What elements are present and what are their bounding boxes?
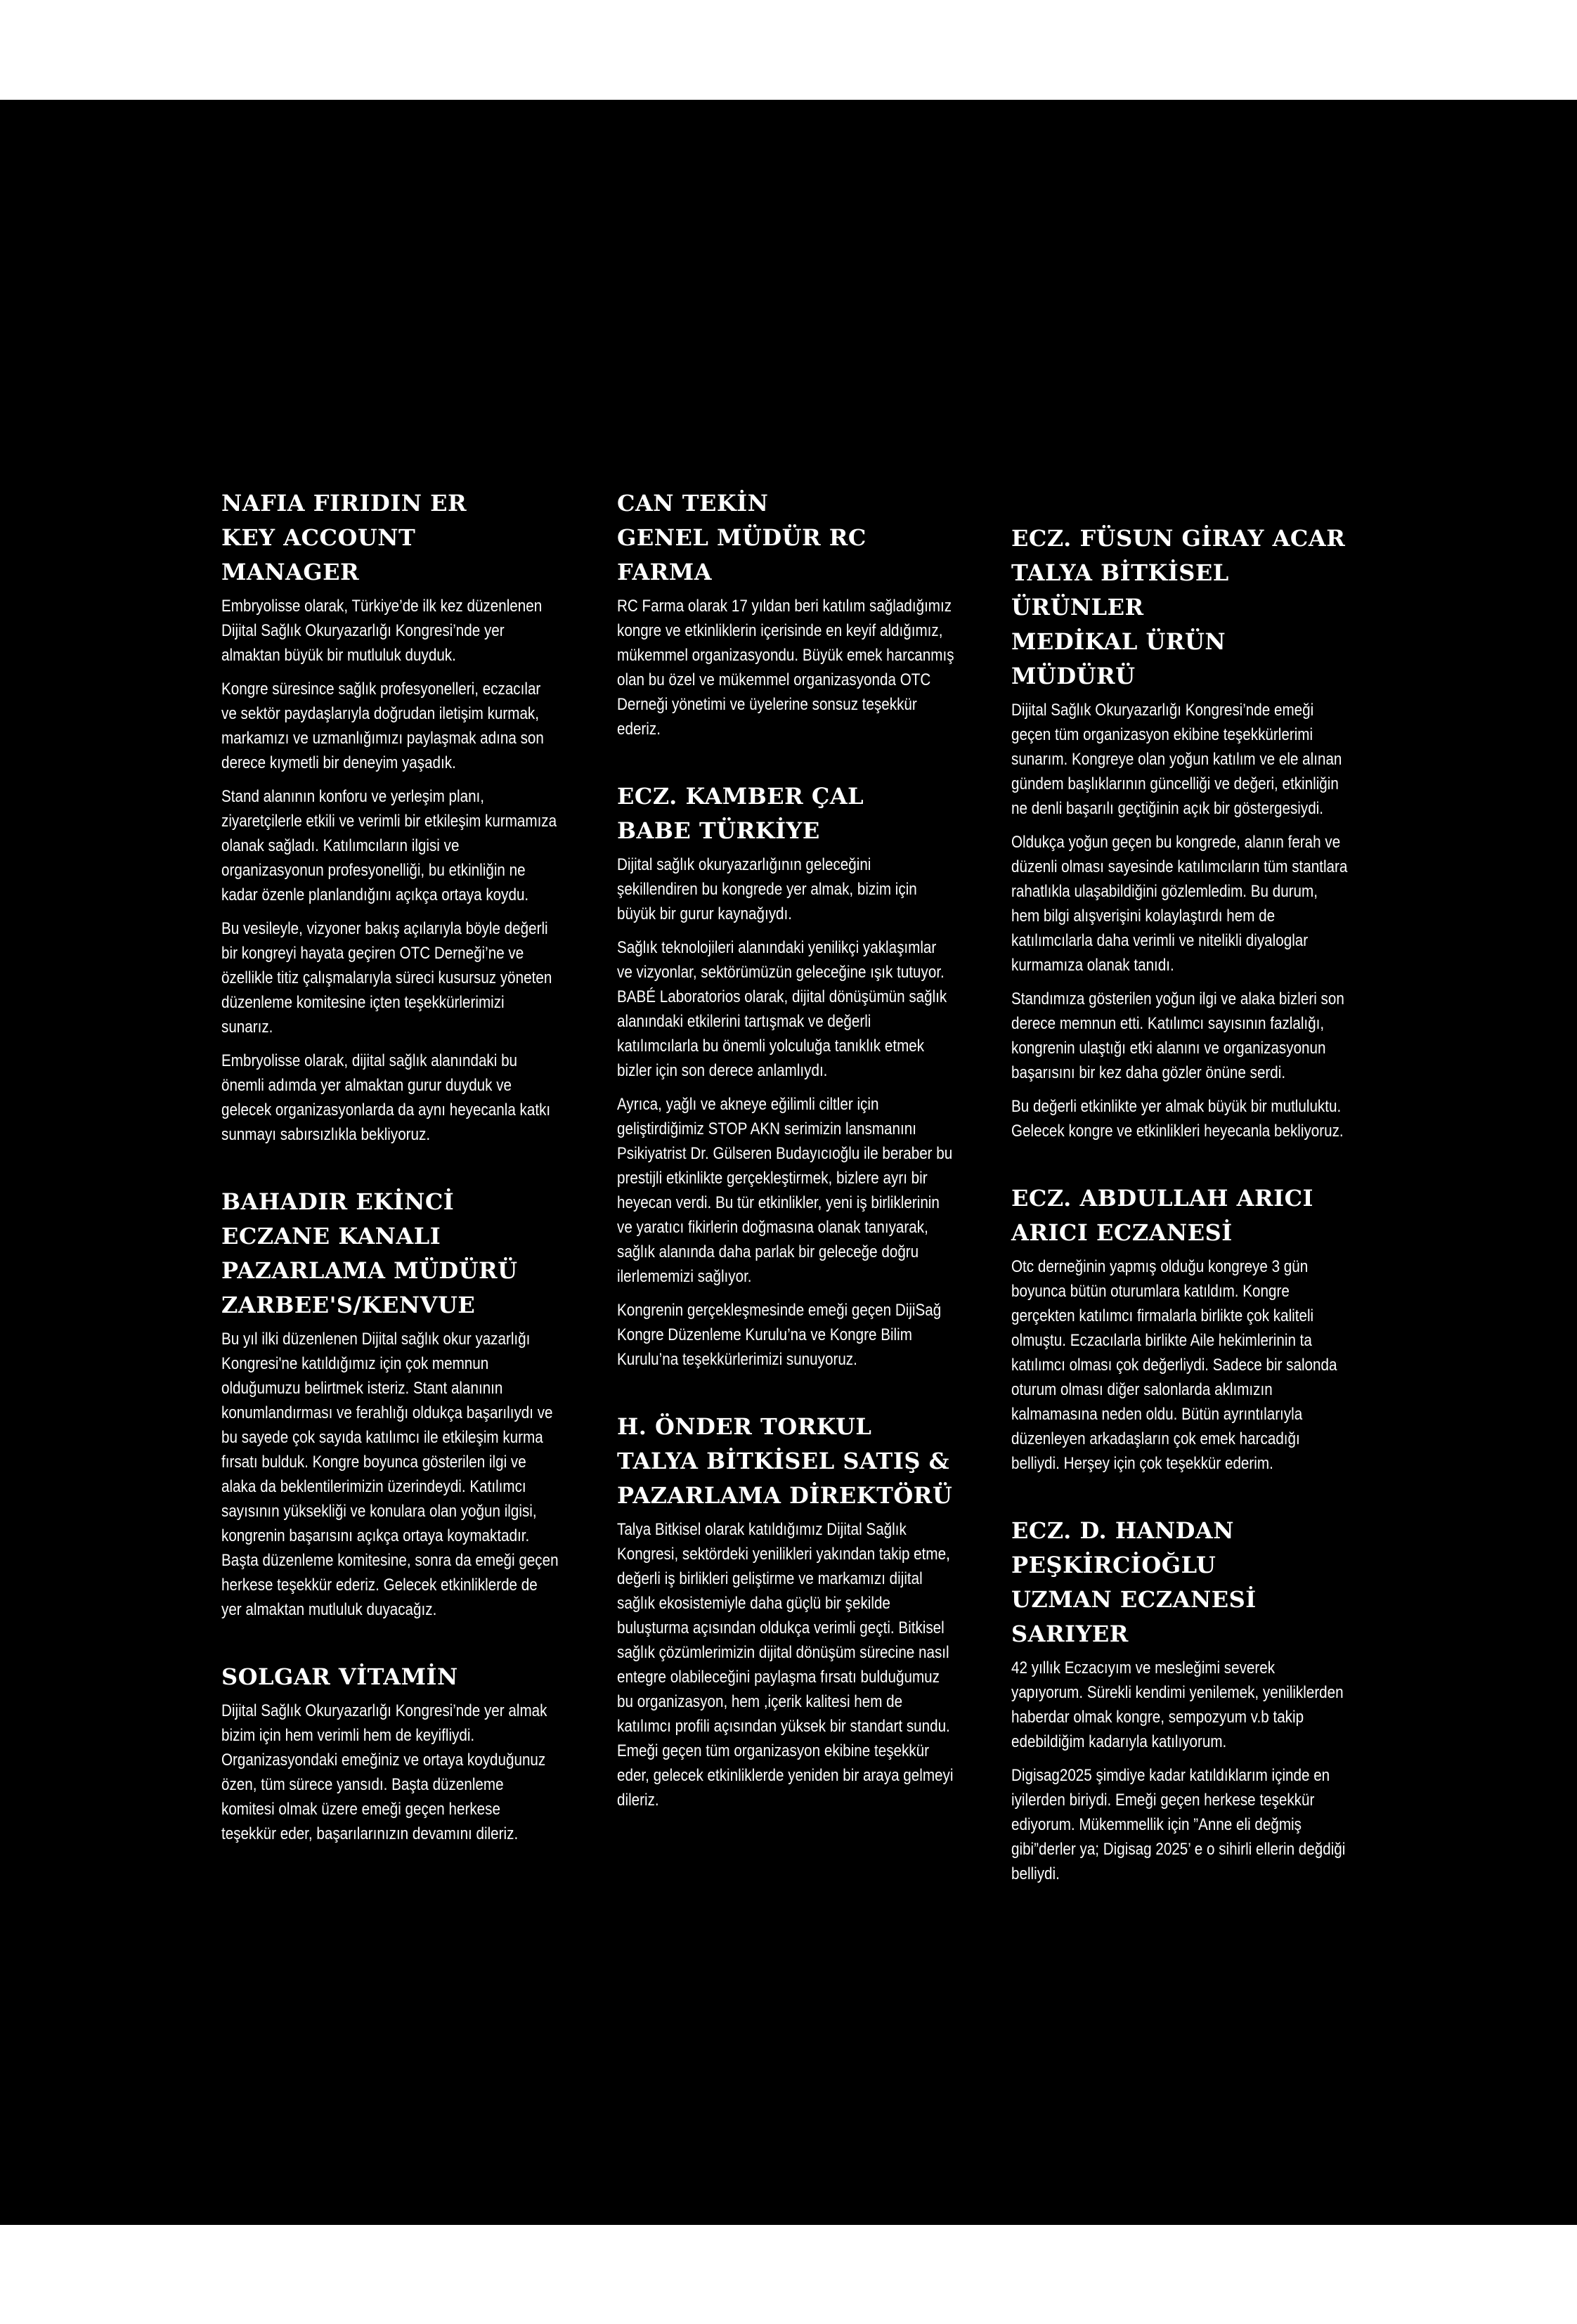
heading-line: PAZARLAMA MÜDÜRÜ [221,1257,518,1284]
testimonial-paragraph: Bu değerli etkinlikte yer almak büyük bir mutluluktu. Gelecek kongre ve etkinlikleri heyecanla bekliyoruz. [1011,1097,1344,1141]
testimonial-paragraph: Embryolisse olarak, dijital sağlık alanındaki bu önemli adımda yer almaktan gurur duyduk ve gelecek organizasyonlarda da aynı heyecanla katkı sunmayı sabırsızlıkla bekliyoruz. [221,1051,551,1144]
heading-line: BABE TÜRKİYE [617,817,820,844]
testimonial-block [617,1410,954,1812]
testimonial-block [221,1185,559,1622]
testimonial-block [617,779,954,1372]
heading-line: UZMAN ECZANESİ [1011,1586,1257,1613]
heading-line: NAFIA FIRIDIN ER [221,490,467,517]
testimonial-paragraph: Bu yıl ilki düzenlenen Dijital sağlık okur yazarlığı Kongresi'ne katıldığımız için çok memnun olduğumuzu belirtmek isteriz. Stant alanının konumlandırması ve ferahlığı oldukça başarılıydı ve bu sayede çok sayıda katılımcı ile etkileşim kurma fırsatı bulduk. Kongre boyunca gösterilen ilgi ve alaka da beklentilerimizin üzerindeydi. Katılımcı sayısının yüksekliği ve konulara olan yoğun ilgisi, kongrenin başarısını açıkça ortaya koymaktadır. Başta düzenleme komitesine, sonra da emeği geçen herkese teşekkür ederiz. Gelecek etkinliklerde de yer almaktan mutluluk duyacağız. [221,1330,559,1619]
testimonial-paragraph: Bu vesileyle, vizyoner bakış açılarıyla böyle değerli bir kongreyi hayata geçiren OTC Derneği’ne ve özellikle titiz çalışmalarıyla süreci kusursuz yöneten düzenleme komitesine içten teşekkürlerimizi sunarız. [221,919,552,1037]
testimonial-paragraph: Stand alanının konforu ve yerleşim planı, ziyaretçilerle etkili ve verimli bir etkileşim kurmamıza olanak sağladı. Katılımcıların ilgisi ve organizasyonun profesyonelliği, bu etkinliğin ne kadar özenle planlandığını açıkça ortaya koydu. [221,787,557,904]
testimonial-heading [617,1410,954,1513]
testimonial-paragraph: Kongre süresince sağlık profesyonelleri, eczacılar ve sektör paydaşlarıyla doğrudan iletişim kurmak, markamızı ve uzmanlığımızı paylaşmak adına son derece kıymetli bir deneyim yaşadık. [221,680,544,772]
page-background [0,100,1577,2225]
testimonial-block [1011,521,1349,1143]
heading-line: TALYA BİTKİSEL SATIŞ & [617,1448,949,1474]
heading-line: MEDİKAL ÜRÜN MÜDÜRÜ [1011,628,1226,689]
heading-line: ECZ. KAMBER ÇAL [617,783,864,810]
testimonial-block [1011,1514,1349,1886]
heading-line: GENEL MÜDÜR RC [617,524,867,551]
heading-line: SOLGAR VİTAMİN [221,1663,458,1690]
testimonial-paragraph: 42 yıllık Eczacıyım ve mesleğimi severek yapıyorum. Sürekli kendimi yenilemek, yeniliklerden haberdar olmak kongre, sempozyum v.b takip edebildiğim kadarıyla katılıyorum. [1011,1658,1344,1751]
testimonial-block [1011,1181,1349,1476]
testimonial-paragraph: Oldukça yoğun geçen bu kongrede, alanın ferah ve düzenli olması sayesinde katılımcıların tüm stantlara rahatlıkla ulaşabildiğini gözlemledim. Bu durum, hem bilgi alışverişini kolaylaştırdı hem de katılımcılarla daha verimli ve nitelikli diyaloglar kurmamıza olanak tanıdı. [1011,833,1348,975]
testimonial-heading [221,1660,559,1694]
heading-line: H. ÖNDER TORKUL [617,1413,872,1440]
testimonial-paragraph: Standımıza gösterilen yoğun ilgi ve alaka bizleri son derece memnun etti. Katılımcı sayısının fazlalığı, kongrenin ulaştığı etki alanını ve organizasyonun başarısını bir kez daha gözler önüne serdi. [1011,989,1344,1082]
testimonial-paragraph: Dijital Sağlık Okuryazarlığı Kongresi’nde emeği geçen tüm organizasyon ekibine teşekkürlerimi sunarım. Kongreye olan yoğun katılım ve ele alınan gündem başlıklarının güncelliği ve değeri, etkinliğin ne denli başarılı geçtiğinin açık bir göstergesiydi. [1011,701,1342,818]
testimonial-paragraph: Digisag2025 şimdiye kadar katıldıklarım içinde en iyilerden biriydi. Emeği geçen herkese teşekkür ediyorum. Mükemmellik için ”Anne eli değmiş gibi”derler ya; Digisag 2025’ e o sihirli ellerin değdiği belliydi. [1011,1766,1346,1883]
heading-line: PEŞKİRCİOĞLU [1011,1552,1216,1578]
column-1 [221,486,559,1884]
testimonial-heading [221,486,559,590]
column-3 [1011,521,1349,1924]
testimonial-heading [1011,1181,1349,1250]
heading-line: CAN TEKİN [617,490,769,517]
testimonial-paragraph: Otc derneğinin yapmış olduğu kongreye 3 gün boyunca bütün oturumlara katıldım. Kongre gerçekten katılımcı firmalarla birlikte çok kaliteli olmuştu. Eczacılarla birlikte Aile hekimlerinin ta katılımcı olması çok değerliydi. Sadece bir salonda oturum olması diğer salonlarda aklımızın kalmamasına neden oldu. Bütün ayrıntılarıyla düzenleyen arkadaşların çok emek harcadığı belliydi. Herşey için çok teşekkür ederim. [1011,1257,1337,1473]
testimonial-heading [1011,521,1349,694]
testimonial-block [221,486,559,1147]
testimonial-paragraph: Talya Bitkisel olarak katıldığımız Dijital Sağlık Kongresi, sektördeki yenilikleri yakından takip etme, değerli iş birlikleri geliştirme ve markamızı dijital sağlık ekosistemiyle daha güçlü bir şekilde buluşturma açısından oldukça verimli geçti. Bitkisel sağlık çözümlerimizin dijital dönüşüm sürecine nasıl entegre olabileceğini paylaşma fırsatı bulduğumuz bu organizasyon, hem ,içerik kalitesi hem de katılımcı profili açısından yüksek bir standart sundu. Emeği geçen tüm organizasyon ekibine teşekkür eder, gelecek etkinliklerde yeniden bir araya gelmeyi dileriz. [617,1520,954,1810]
testimonial-paragraph: RC Farma olarak 17 yıldan beri katılım sağladığımız kongre ve etkinliklerin içerisinde en keyif aldığımız, mükemmel organizasyondu. Büyük emek harcanmış olan bu özel ve mükemmel organizasyonda OTC Derneği yönetimi ve üyelerine sonsuz teşekkür ederiz. [617,597,954,739]
testimonial-paragraph: Kongrenin gerçekleşmesinde emeği geçen DijiSağ Kongre Düzenleme Kurulu’na ve Kongre Bilim Kurulu’na teşekkürlerimizi sunuyoruz. [617,1301,942,1369]
testimonial-heading [1011,1514,1349,1651]
testimonial-block [617,486,954,741]
heading-line: ECZ. D. HANDAN [1011,1517,1234,1544]
testimonial-paragraph: Embryolisse olarak, Türkiye’de ilk kez düzenlenen Dijital Sağlık Okuryazarlığı Kongresi’nde yer almaktan büyük bir mutluluk duyduk. [221,597,543,665]
heading-line: BAHADIR EKİNCİ [221,1188,455,1215]
column-2 [617,486,954,1850]
testimonial-paragraph: Ayrıca, yağlı ve akneye eğilimli ciltler için geliştirdiğimiz STOP AKN serimizin lansmanını Psikiyatrist Dr. Gülseren Budayıcıoğlu ile beraber bu prestijli etkinlikte gerçekleştirmek, bizlere ayrı bir heyecan verdi. Bu tür etkinlikler, yeni iş birliklerinin ve yaratıcı fikirlerin doğmasına olanak tanıyarak, sağlık alanında daha parlak bir geleceğe doğru ilerlememizi sağlıyor. [617,1095,953,1286]
heading-line: SARIYER [1011,1621,1129,1647]
heading-line: ECZ. FÜSUN GİRAY ACAR [1011,525,1346,552]
heading-line: TALYA BİTKİSEL ÜRÜNLER [1011,559,1229,621]
heading-line: ARICI ECZANESİ [1011,1219,1233,1246]
heading-line: ECZANE KANALI [221,1223,441,1249]
heading-line: ZARBEE'S/KENVUE [221,1292,476,1318]
testimonial-paragraph: Sağlık teknolojileri alanındaki yenilikçi yaklaşımlar ve vizyonlar, sektörümüzün geleceğine ışık tutuyor. BABÉ Laboratorios olarak, dijital dönüşümün sağlık alanındaki etkilerini tartışmak ve değerli katılımcılarla bu önemli yolculuğa tanıklık etmek bizler için son derece anlamlıydı. [617,938,947,1080]
heading-line: PAZARLAMA DİREKTÖRÜ [617,1482,953,1509]
testimonial-paragraph: Dijital sağlık okuryazarlığının geleceğini şekillendiren bu kongrede yer almak, bizim için büyük bir gurur kaynağıydı. [617,855,917,923]
testimonial-heading [221,1185,559,1323]
testimonial-heading [617,779,954,848]
testimonial-block [221,1660,559,1846]
heading-line: KEY ACCOUNT MANAGER [221,524,416,585]
heading-line: FARMA [617,559,713,585]
heading-line: ECZ. ABDULLAH ARICI [1011,1185,1313,1212]
testimonial-paragraph: Dijital Sağlık Okuryazarlığı Kongresi’nde yer almak bizim için hem verimli hem de keyifliydi. Organizasyondaki emeğiniz ve ortaya koyduğunuz özen, tüm sürece yansıdı. Başta düzenleme komitesi olmak üzere emeği geçen herkese teşekkür eder, başarılarınızın devamını dileriz. [221,1701,547,1843]
testimonial-heading [617,486,954,590]
